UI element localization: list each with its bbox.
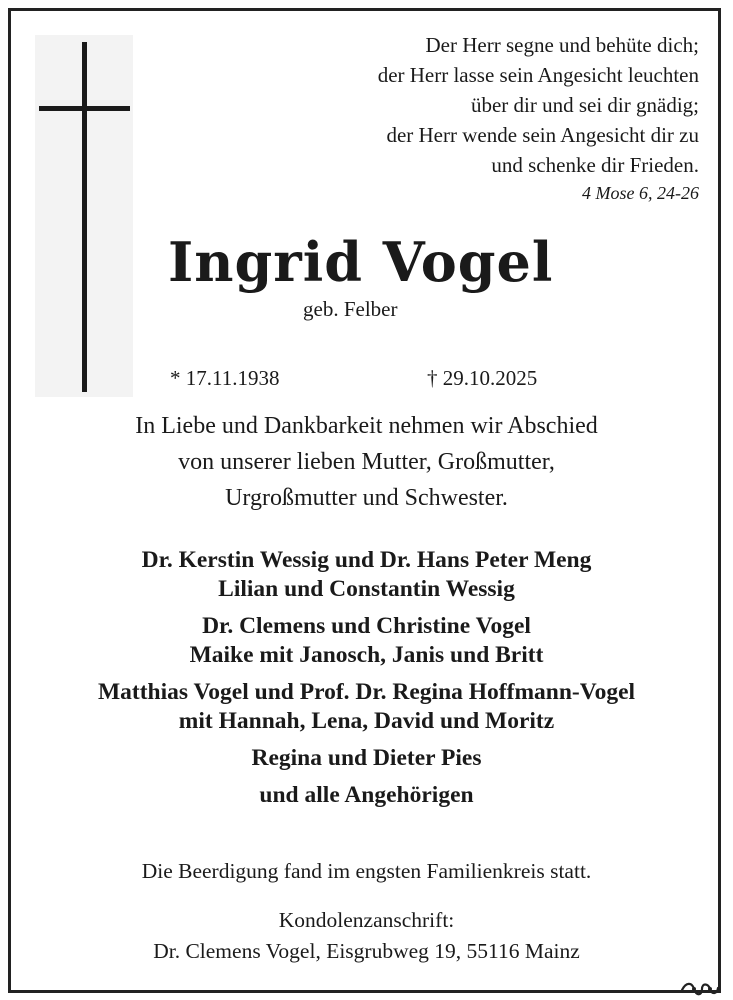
verse-line: und schenke dir Frieden. (491, 153, 699, 177)
farewell-text (0, 408, 733, 516)
family-group (0, 612, 733, 670)
condolence-address (0, 905, 733, 967)
family-line: und alle Angehörigen (259, 782, 474, 808)
verse-line: über dir und sei dir gnädig; (470, 93, 699, 117)
burial-note: Die Beerdigung fand im engsten Familienkreis statt. (141, 859, 592, 883)
bible-verse (378, 30, 699, 206)
verse-line: der Herr lasse sein Angesicht leuchten (377, 63, 699, 87)
family-list (0, 546, 733, 818)
family-group (0, 546, 733, 604)
family-line: Lilian und Constantin Wessig (218, 576, 515, 602)
family-line: Regina und Dieter Pies (251, 745, 482, 771)
farewell-line: von unserer lieben Mutter, Großmutter, (178, 449, 555, 475)
maiden-name: geb. Felber (303, 297, 398, 321)
farewell-line: In Liebe und Dankbarkeit nehmen wir Abschied (135, 413, 598, 439)
family-line: Dr. Kerstin Wessig und Dr. Hans Peter Meng (141, 547, 592, 573)
family-group (0, 744, 733, 773)
family-group (0, 678, 733, 736)
family-line: Dr. Clemens und Christine Vogel (202, 613, 531, 639)
family-line: Maike mit Janosch, Janis und Britt (189, 642, 544, 668)
cross-vertical-bar (82, 42, 87, 392)
condolence-address-line: Dr. Clemens Vogel, Eisgrubweg 19, 55116 Mainz (153, 939, 580, 963)
family-group (0, 781, 733, 810)
birth-date: * 17.11.1938 (170, 366, 280, 390)
death-date: † 29.10.2025 (427, 366, 538, 390)
cross-horizontal-bar (39, 106, 130, 111)
family-line: mit Hannah, Lena, David und Moritz (178, 708, 555, 734)
family-line: Matthias Vogel und Prof. Dr. Regina Hoffmann-Vogel (97, 679, 636, 705)
verse-reference: 4 Mose 6, 24-26 (582, 183, 699, 203)
farewell-line: Urgroßmutter und Schwester. (225, 485, 508, 511)
deceased-name: Ingrid Vogel (168, 230, 554, 294)
verse-line: der Herr wende sein Angesicht dir zu (386, 123, 699, 147)
verse-line: Der Herr segne und behüte dich; (425, 33, 699, 57)
condolence-label: Kondolenzanschrift: (278, 908, 455, 932)
ornament-icon (680, 980, 720, 998)
